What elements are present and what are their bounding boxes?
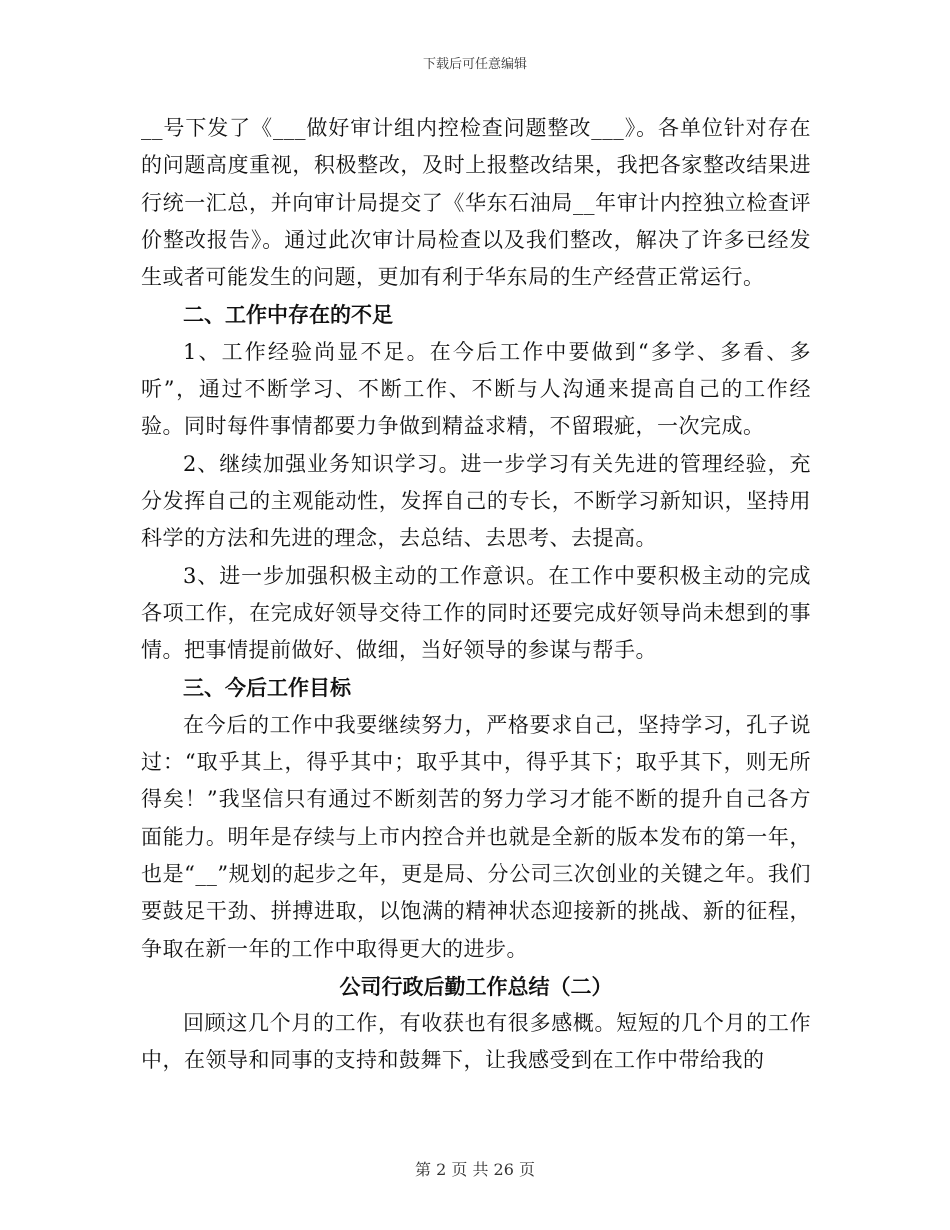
paragraph-5: 回顾这几个月的工作，有收获也有很多感概。短短的几个月的工作中，在领导和同事的支持和鼓舞下，让我感受到在工作中带给我的 (141, 1011, 811, 1073)
paragraph-2: 2、继续加强业务知识学习。进一步学习有关先进的管理经验，充分发挥自己的主观能动性，发挥自己的专长，不断学习新知识，坚持用科学的方法和先进的理念，去总结、去思考、去提高。 (141, 451, 811, 551)
section-heading-3: 三、今后工作目标 (183, 675, 351, 701)
section-heading-2: 二、工作中存在的不足 (183, 302, 393, 328)
paragraph-continuation: __号下发了《___做好审计组内控检查问题整改___》。各单位针对存在的问题高度重视，积极整改，及时上报整改结果，我把各家整改结果进行统一汇总，并向审计局提交了《华东石油局__年审计内控独立检查评价整改报告》。通过此次审计局检查以及我们整改，解决了许多已经发生或者可能发生的问题，更加有利于华东局的生产经营正常运行。 (141, 116, 811, 290)
paragraph-3: 3、进一步加强积极主动的工作意识。在工作中要积极主动的完成各项工作，在完成好领导交待工作的同时还要完成好领导尚未想到的事情。把事情提前做好、做细，当好领导的参谋与帮手。 (141, 563, 811, 663)
paragraph-1: 1、工作经验尚显不足。在今后工作中要做到“多学、多看、多听”，通过不断学习、不断工作、不断与人沟通来提高自己的工作经验。同时每件事情都要力争做到精益求精，不留瑕疵，一次完成。 (141, 339, 811, 439)
document-title-2: 公司行政后勤工作总结（二） (339, 973, 613, 999)
paragraph-4: 在今后的工作中我要继续努力，严格要求自己，坚持学习，孔子说过：“取乎其上，得乎其中；取乎其中，得乎其下；取乎其下，则无所得矣！”我坚信只有通过不断刻苦的努力学习才能不断的提升自己各方面能力。明年是存续与上市内控合并也就是全新的版本发布的第一年，也是“__”规划的起步之年，更是局、分公司三次创业的关键之年。我们要鼓足干劲、拼搏进取，以饱满的精神状态迎接新的挑战、新的征程，争取在新一年的工作中取得更大的进步。 (141, 712, 811, 961)
page-header: 下载后可任意编辑 (422, 57, 527, 72)
page-footer: 第 2 页 共 26 页 (415, 1160, 535, 1179)
document-body (141, 110, 811, 1080)
